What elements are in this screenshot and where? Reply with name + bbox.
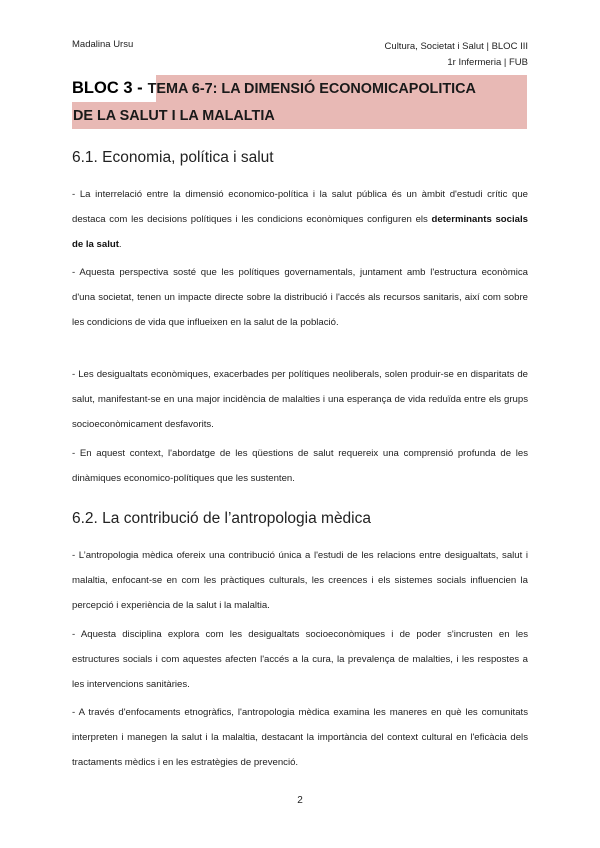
section1-paragraph-2: - Aquesta perspectiva sosté que les polítiques governamentals, juntament amb l'estructura econòmica d'una societat, tenen un impacte directe sobre la distribució i l'accés als recursos sanitaris, així com sobre les condicions de vida que influeixen en la salut de la població. [72, 267, 528, 328]
page-number: 2 [297, 795, 303, 806]
header-author: Madalina Ursu [72, 39, 134, 50]
section2-paragraph-1: - L’antropologia mèdica ofereix una contribució única a l'estudi de les relacions entre desigualtats, salut i malaltia, enfocant-se en com les pràctiques culturals, les creences i els sistemes socials influencien la percepció i experiència de la salut i la malaltia. [72, 550, 528, 611]
title-row-2 [72, 102, 527, 129]
section2-heading: 6.2. La contribució de l’antropologia mèdica [72, 510, 371, 527]
section1-paragraph-4: - En aquest context, l'abordatge de les qüestions de salut requereix una comprensió profunda de les dinàmiques economico-polítiques que les sustenten. [72, 448, 528, 484]
title-row-1 [72, 75, 527, 102]
section1-paragraph-3: - Les desigualtats econòmiques, exacerbades per polítiques neoliberals, solen produir-se en disparitats de salut, manifestant-se en una major incidència de malalties i una esperança de vida reduïda entre els grups socioeconòmicament desfavorits. [72, 369, 528, 430]
title-line1: TEMA 6-7: LA DIMENSIÓ ECONOMICAPOLITICA [147, 80, 476, 97]
section2-paragraph-2: - Aquesta disciplina explora com les desigualtats socioeconòmiques i de poder s'incrusten en les estructures socials i com aquestes afecten l'accés a la cura, la prevalença de malalties, i les respostes a les intervencions sanitàries. [72, 629, 528, 690]
section1-p1-bold: determinants socials de la salut [72, 214, 528, 250]
section1-p1-text: - La interrelació entre la dimensió economico-política i la salut pública és un àmbit d'estudi crític que destaca com les decisions polítiques i les condicions econòmiques configuren els [72, 189, 528, 225]
header-course-line1: Cultura, Societat i Salut | BLOC III [384, 41, 528, 52]
section2-paragraph-3: - A través d'enfocaments etnogràfics, l'antropologia mèdica examina les maneres en què les comunitats interpreten i manegen la salut i la malaltia, destacant la importància del context cultural en l'eficàcia dels tractaments mèdics i en les estratègies de prevenció. [72, 707, 528, 768]
section1-heading: 6.1. Economia, política i salut [72, 149, 274, 166]
section1-p1-end: . [118, 239, 122, 250]
title-line2: DE LA SALUT I LA MALALTIA [73, 107, 275, 124]
header-course-line2: 1r Infermeria | FUB [447, 57, 528, 68]
page-title [72, 75, 527, 129]
title-bloc: BLOC 3 - [72, 79, 143, 97]
section1-paragraph-1 [72, 182, 528, 257]
header-course [385, 39, 528, 71]
